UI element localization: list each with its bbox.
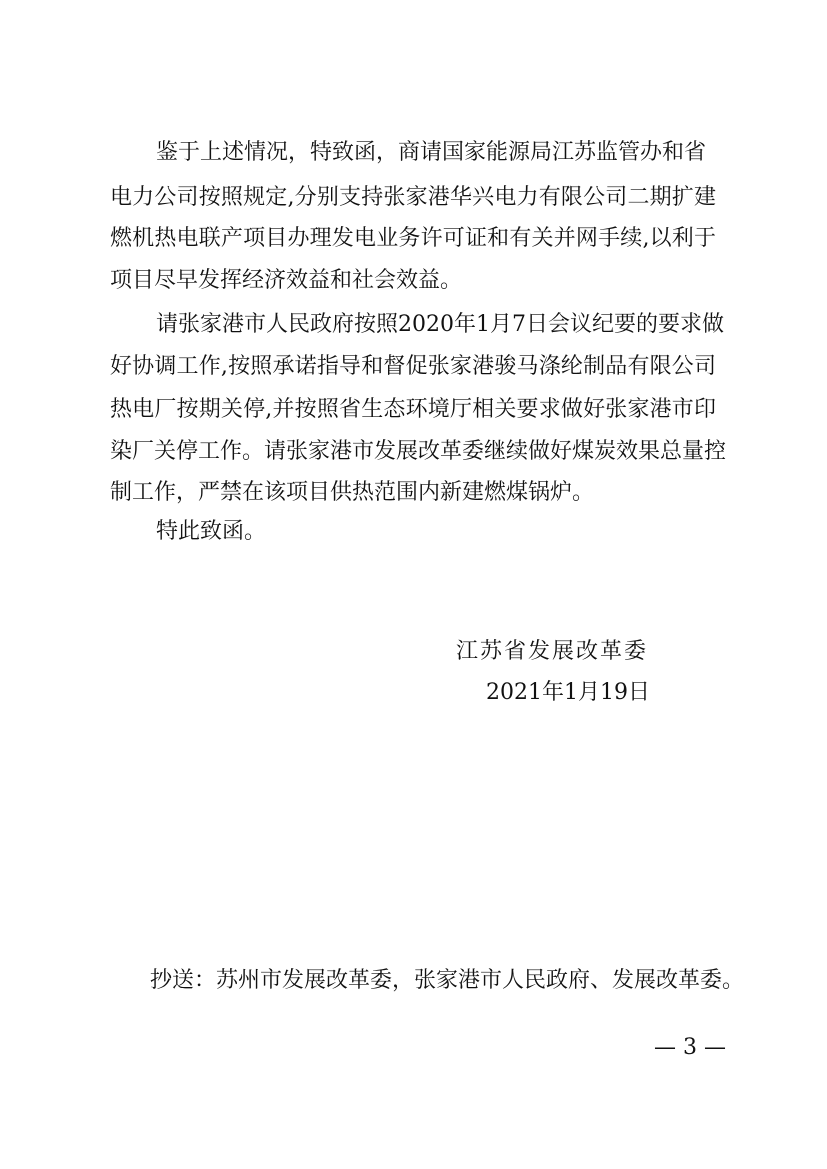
paragraph-1-line-3: 燃机热电联产项目办理发电业务许可证和有关并网手续,以利于 <box>110 226 716 251</box>
signature-date: 2021年1月19日 <box>486 680 650 705</box>
paragraph-2-line-5: 制工作，严禁在该项目供热范围内新建燃煤锅炉。 <box>110 480 595 505</box>
paragraph-2-line-2: 好协调工作,按照承诺指导和督促张家港骏马涤纶制品有限公司 <box>110 354 716 379</box>
paragraph-1-line-4: 项目尽早发挥经济效益和社会效益。 <box>110 268 463 293</box>
signature-organization: 江苏省发展改革委 <box>456 639 649 664</box>
closing-line: 特此致函。 <box>156 519 267 544</box>
paragraph-2-line-3: 热电厂按期关停,并按照省生态环境厅相关要求做好张家港市印 <box>110 397 716 422</box>
paragraph-1-line-1: 鉴于上述情况，特致函，商请国家能源局江苏监管办和省 <box>156 140 707 165</box>
paragraph-2-line-4: 染厂关停工作。请张家港市发展改革委继续做好煤炭效果总量控 <box>110 439 727 464</box>
page-number: — 3 — <box>654 1035 726 1060</box>
paragraph-2-line-1: 请张家港市人民政府按照2020年1月7日会议纪要的要求做 <box>156 312 724 337</box>
paragraph-1-line-2: 电力公司按照规定,分别支持张家港华兴电力有限公司二期扩建 <box>110 185 716 210</box>
cc-line: 抄送：苏州市发展改革委，张家港市人民政府、发展改革委。 <box>150 968 745 993</box>
